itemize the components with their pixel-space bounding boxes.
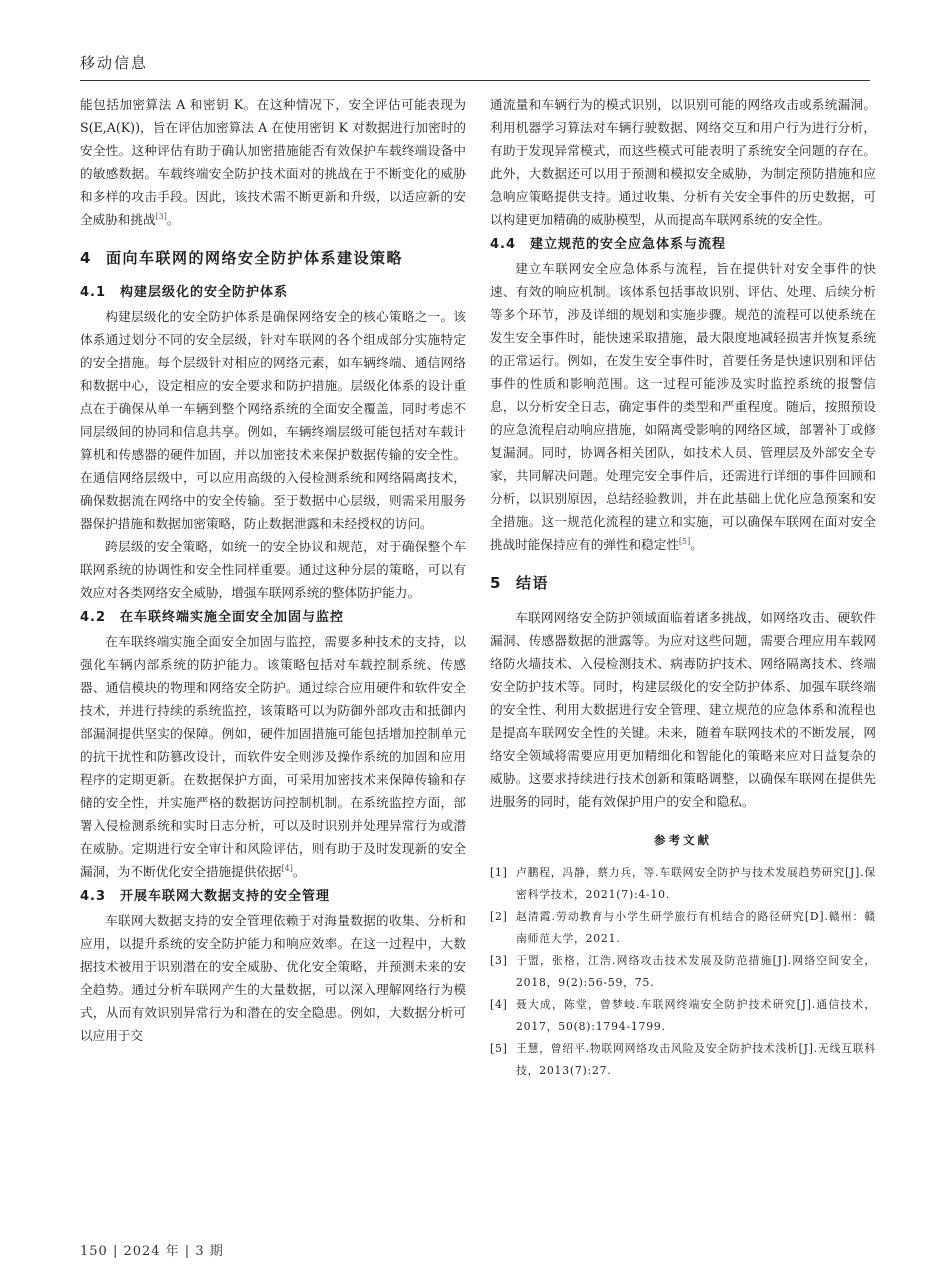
left-column	[80, 93, 466, 1047]
right-column	[490, 93, 876, 1082]
reference-item	[490, 906, 876, 950]
paragraph-4-4-end: 。	[690, 537, 703, 552]
paragraph-4-2-text: 在车联终端实施全面安全加固与监控，需要多种技术的支持，以强化车辆内部系统的防护能力。该策略包括对车载控制系统、传感器、通信模块的物理和网络安全防护。通过综合应用硬件和软件安全技术，并进行持续的系统监控，该策略可以为防御外部攻击和抵御内部漏洞提供坚实的保障。例如，硬件加固措施可能包括增加控制单元的抗干扰性和防篡改设计，而软件安全则涉及操作系统的加固和应用程序的定期更新。在数据保护方面，可采用加密技术来保障传输和存储的安全性，并实施严格的数据访问控制机制。在系统监控方面，部署入侵检测系统和实时日志分析，可以及时识别并处理异常行为或潜在威胁。定期进行安全审计和风险评估，则有助于及时发现新的安全漏洞，为不断优化安全措施提供依据	[80, 634, 466, 879]
section-5-heading	[490, 570, 876, 596]
page-footer: 150 | 2024 年 | 3 期	[80, 1244, 224, 1259]
reference-number: [1]	[490, 866, 508, 879]
section-4-1-number: 4.1	[80, 285, 107, 300]
reference-text: 聂大成，陈堂，曾梦岐.车联网终端安全防护技术研究[J].通信技术，2017，50(8):1794-1799.	[516, 998, 876, 1033]
section-4-1-title: 构建层级化的安全防护体系	[120, 285, 289, 300]
section-4-4-title: 建立规范的安全应急体系与流程	[530, 237, 727, 252]
references-list	[490, 862, 876, 1082]
citation-3[interactable]: [3]	[155, 211, 167, 221]
section-4-1-heading	[80, 281, 466, 305]
paragraph-4-4	[490, 257, 876, 556]
section-5-number: 5	[490, 574, 502, 592]
reference-item	[490, 862, 876, 906]
section-4-number: 4	[80, 249, 92, 267]
paragraph-intro-text: 能包括加密算法 A 和密钥 K。在这种情况下，安全评估可能表现为 S(E,A(K))，旨在评估加密算法 A 在使用密钥 K 对数据进行加密时的安全性。这种评估有助于确认加密措施能否有效保护车载终端设备中的敏感数据。车载终端安全防护技术面对的挑战在于不断变化的威胁和多样的攻击手段。因此，该技术需不断更新和升级，以适应新的安全威胁和挑战	[80, 97, 466, 227]
paragraph-intro-end: 。	[166, 212, 180, 227]
section-4-4-heading	[490, 233, 876, 257]
paragraph-4-2	[80, 630, 466, 883]
paragraph-4-3: 车联网大数据支持的安全管理依赖于对海量数据的收集、分析和应用，以提升系统的安全防护能力和响应效率。在这一过程中，大数据技术被用于识别潜在的安全威胁、优化安全策略，并预测未来的安全趋势。通过分析车联网产生的大量数据，可以深入理解网络行为模式，从而有效识别异常行为和潜在的安全隐患。例如，大数据分析可以应用于交	[80, 913, 466, 1043]
section-4-3-heading	[80, 885, 466, 909]
section-4-2-title: 在车联终端实施全面安全加固与监控	[120, 610, 345, 625]
paragraph-4-1-b: 跨层级的安全策略，如统一的安全协议和规范，对于确保整个车联网系统的协调性和安全性同样重要。通过这种分层的策略，可以有效应对各类网络安全威胁，增强车联网系统的整体防护能力。	[80, 539, 466, 600]
references-title: 参考文献	[654, 833, 712, 847]
paragraph-5: 车联网网络安全防护领域面临着诸多挑战，如网络攻击、硬软件漏洞、传感器数据的泄露等。为应对这些问题，需要合理应用车载网络防火墙技术、入侵检测技术、病毒防护技术、网络隔离技术、终端安全防护技术等。同时，构建层级化的安全防护体系、加强车联终端的安全性、利用大数据进行安全管理、建立规范的应急体系和流程也是提高车联网安全性的关键。未来，随着车联网技术的不断发展，网络安全领域将需要应用更加精细化和智能化的策略来应对日益复杂的威胁。这要求持续进行技术创新和策略调整，以确保车联网在提供先进服务的同时，能有效保护用户的安全和隐私。	[490, 610, 876, 809]
reference-number: [4]	[490, 998, 508, 1011]
citation-5[interactable]: [5]	[678, 536, 691, 546]
reference-number: [3]	[490, 954, 508, 967]
journal-name: 移动信息	[80, 54, 149, 72]
section-4-3-number: 4.3	[80, 889, 107, 904]
section-4-4-number: 4.4	[490, 237, 517, 252]
header-divider	[80, 80, 870, 81]
reference-item	[490, 994, 876, 1038]
paragraph-4-2-end: 。	[292, 864, 306, 879]
section-5-title: 结语	[516, 574, 550, 592]
paragraph-4-3-continued: 通流量和车辆行为的模式识别，以识别可能的网络攻击或系统漏洞。利用机器学习算法对车辆行驶数据、网络交互和用户行为进行分析，有助于发现异常模式，而这些模式可能表明了系统安全问题的存在。此外，大数据还可以用于预测和模拟安全威胁，为制定预防措施和应急响应策略提供支持。通过收集、分析有关安全事件的历史数据，可以构建更加精确的威胁模型，从而提高车联网系统的安全性。	[490, 97, 876, 227]
reference-text: 赵清霞.劳动教育与小学生研学旅行有机结合的路径研究[D].赣州：赣南师范大学，2021.	[516, 910, 876, 945]
reference-item	[490, 950, 876, 994]
section-4-2-number: 4.2	[80, 610, 107, 625]
reference-text: 王慧，曾绍平.物联网网络攻击风险及安全防护技术浅析[J].无线互联科技，2013(7):27.	[516, 1042, 876, 1077]
reference-text: 卢鹏程，冯静，蔡力兵，等.车联网安全防护与技术发展趋势研究[J].保密科学技术，2021(7):4-10.	[516, 866, 876, 901]
reference-text: 于盟，张格，江浩.网络攻击技术发展及防范措施[J].网络空间安全，2018，9(2):56-59，75.	[516, 954, 876, 989]
section-4-3-title: 开展车联网大数据支持的安全管理	[120, 889, 331, 904]
citation-4[interactable]: [4]	[281, 863, 293, 873]
section-4-heading	[80, 245, 466, 271]
section-4-title: 面向车联网的网络安全防护体系建设策略	[106, 249, 404, 267]
paragraph-4-1-a: 构建层级化的安全防护体系是确保网络安全的核心策略之一。该体系通过划分不同的安全层级，针对车联网的各个组成部分实施特定的安全措施。每个层级针对相应的网络元素，如车辆终端、通信网络和数据中心，设定相应的安全要求和防护措施。层级化体系的设计重点在于确保从单一车辆到整个网络系统的全面安全覆盖，同时考虑不同层级间的协同和信息共享。例如，车辆终端层级可能包括对车载计算机和传感器的硬件加固，并以加密技术来保护数据传输的安全性。在通信网络层级中，可以应用高级的入侵检测系统和网络隔离技术，确保数据流在网络中的安全传输。至于数据中心层级，则需采用服务器保护措施和数据加密策略，防止数据泄露和未经授权的访问。	[80, 309, 466, 531]
reference-item	[490, 1038, 876, 1082]
paragraph-intro	[80, 93, 466, 231]
section-4-2-heading	[80, 606, 466, 630]
paragraph-4-4-text: 建立车联网安全应急体系与流程，旨在提供针对安全事件的快速、有效的响应机制。该体系包括事故识别、评估、处理、后续分析等多个环节，涉及详细的规划和实施步骤。规范的流程可以使系统在发生安全事件时，能快速采取措施，最大限度地减轻损害并恢复系统的正常运行。例如，在发生安全事件时，首要任务是快速识别和评估事件的性质和影响范围。这一过程可能涉及实时监控系统的报警信息，以分析安全日志，确定事件的类型和严重程度。随后，按照预设的应急流程启动响应措施，如隔离受影响的网络区域，部署补丁或修复漏洞。同时，协调各相关团队，如技术人员、管理层及外部安全专家，共同解决问题。处理完安全事件后，还需进行详细的事件回顾和分析，以识别原因，总结经验教训，并在此基础上优化应急预案和安全措施。这一规范化流程的建立和实施，可以确保车联网在面对安全挑战时能保持应有的弹性和稳定性	[490, 261, 876, 552]
reference-number: [2]	[490, 910, 508, 923]
reference-number: [5]	[490, 1042, 508, 1055]
